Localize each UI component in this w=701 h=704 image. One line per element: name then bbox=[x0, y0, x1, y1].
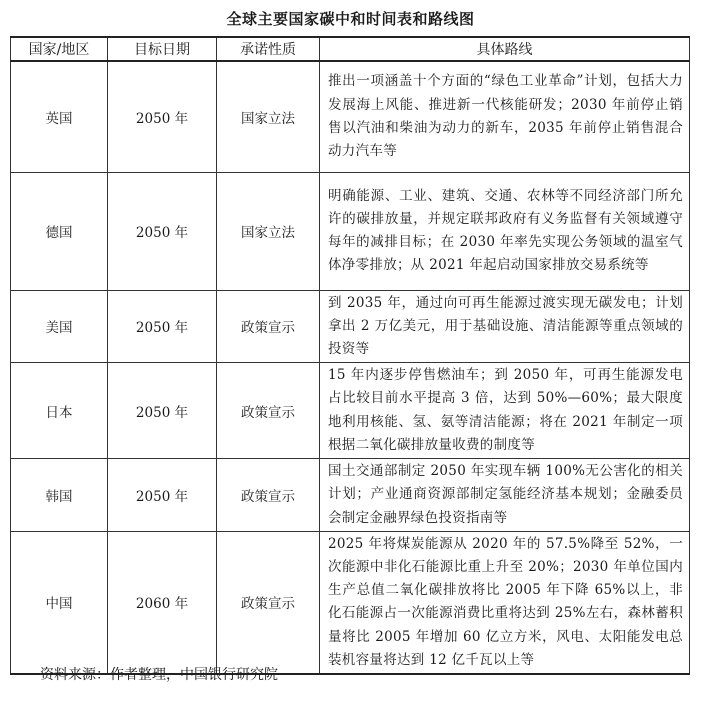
header-country: 国家/地区 bbox=[11, 37, 108, 61]
cell-date: 2050 年 bbox=[108, 172, 217, 290]
table-title: 全球主要国家碳中和时间表和路线图 bbox=[226, 10, 475, 28]
table-row bbox=[11, 290, 690, 363]
cell-country: 德国 bbox=[11, 172, 108, 290]
cell-date: 2060 年 bbox=[108, 531, 217, 674]
table-row bbox=[11, 363, 690, 459]
table-row bbox=[11, 531, 690, 674]
cell-country: 中国 bbox=[11, 531, 108, 674]
header-date: 目标日期 bbox=[108, 37, 217, 61]
cell-path: 国土交通部制定 2050 年实现车辆 100%无公害化的相关计划；产业通商资源部制定氢能经济基本规划；金融委员会制定金融界绿色投资指南等 bbox=[320, 459, 690, 532]
cell-path: 15 年内逐步停售燃油车；到 2050 年，可再生能源发电占比较目前水平提高 3 倍，达到 50%—60%；最大限度地利用核能、氢、氨等清洁能源；将在 2021 年制定一项根据二氧化碳排放量收费的制度等 bbox=[320, 363, 690, 459]
source-note: 资料来源：作者整理，中国银行研究院 bbox=[40, 667, 278, 683]
cell-path: 推出一项涵盖十个方面的“绿色工业革命”计划，包括大力发展海上风能、推进新一代核能研发；2030 年前停止销售以汽油和柴油为动力的新车，2035 年前停止销售混合动力汽车等 bbox=[320, 61, 690, 172]
header-row bbox=[11, 37, 690, 61]
cell-nature: 国家立法 bbox=[217, 172, 320, 290]
cell-nature: 政策宣示 bbox=[217, 290, 320, 363]
cell-country: 美国 bbox=[11, 290, 108, 363]
cell-nature: 政策宣示 bbox=[217, 531, 320, 674]
table-row bbox=[11, 459, 690, 532]
cell-nature: 政策宣示 bbox=[217, 459, 320, 532]
cell-path: 到 2035 年，通过向可再生能源过渡实现无碳发电；计划拿出 2 万亿美元，用于基础设施、清洁能源等重点领域的投资等 bbox=[320, 290, 690, 363]
header-path: 具体路线 bbox=[320, 37, 690, 61]
cell-date: 2050 年 bbox=[108, 61, 217, 172]
cell-nature: 政策宣示 bbox=[217, 363, 320, 459]
cell-nature: 国家立法 bbox=[217, 61, 320, 172]
table-row bbox=[11, 172, 690, 290]
cell-path: 明确能源、工业、建筑、交通、农林等不同经济部门所允许的碳排放量，并规定联邦政府有义务监督有关领域遵守每年的减排目标；在 2030 年率先实现公务领域的温室气体净零排放；从 2021 年起启动国家排放交易系统等 bbox=[320, 172, 690, 290]
header-nature: 承诺性质 bbox=[217, 37, 320, 61]
cell-country: 韩国 bbox=[11, 459, 108, 532]
table-row bbox=[11, 61, 690, 172]
cell-path: 2025 年将煤炭能源从 2020 年的 57.5%降至 52%，一次能源中非化石能源比重上升至 20%；2030 年单位国内生产总值二氧化碳排放将比 2005 年下降 65%以上，非化石能源占一次能源消费比重将达到 25%左右，森林蓄积量将比 2005 年增加 60 亿立方米，风电、太阳能发电总装机容量将达到 12 亿千瓦以上等 bbox=[320, 531, 690, 674]
cell-date: 2050 年 bbox=[108, 363, 217, 459]
cell-country: 英国 bbox=[11, 61, 108, 172]
cell-date: 2050 年 bbox=[108, 459, 217, 532]
cell-date: 2050 年 bbox=[108, 290, 217, 363]
carbon-neutrality-table bbox=[10, 36, 690, 675]
cell-country: 日本 bbox=[11, 363, 108, 459]
